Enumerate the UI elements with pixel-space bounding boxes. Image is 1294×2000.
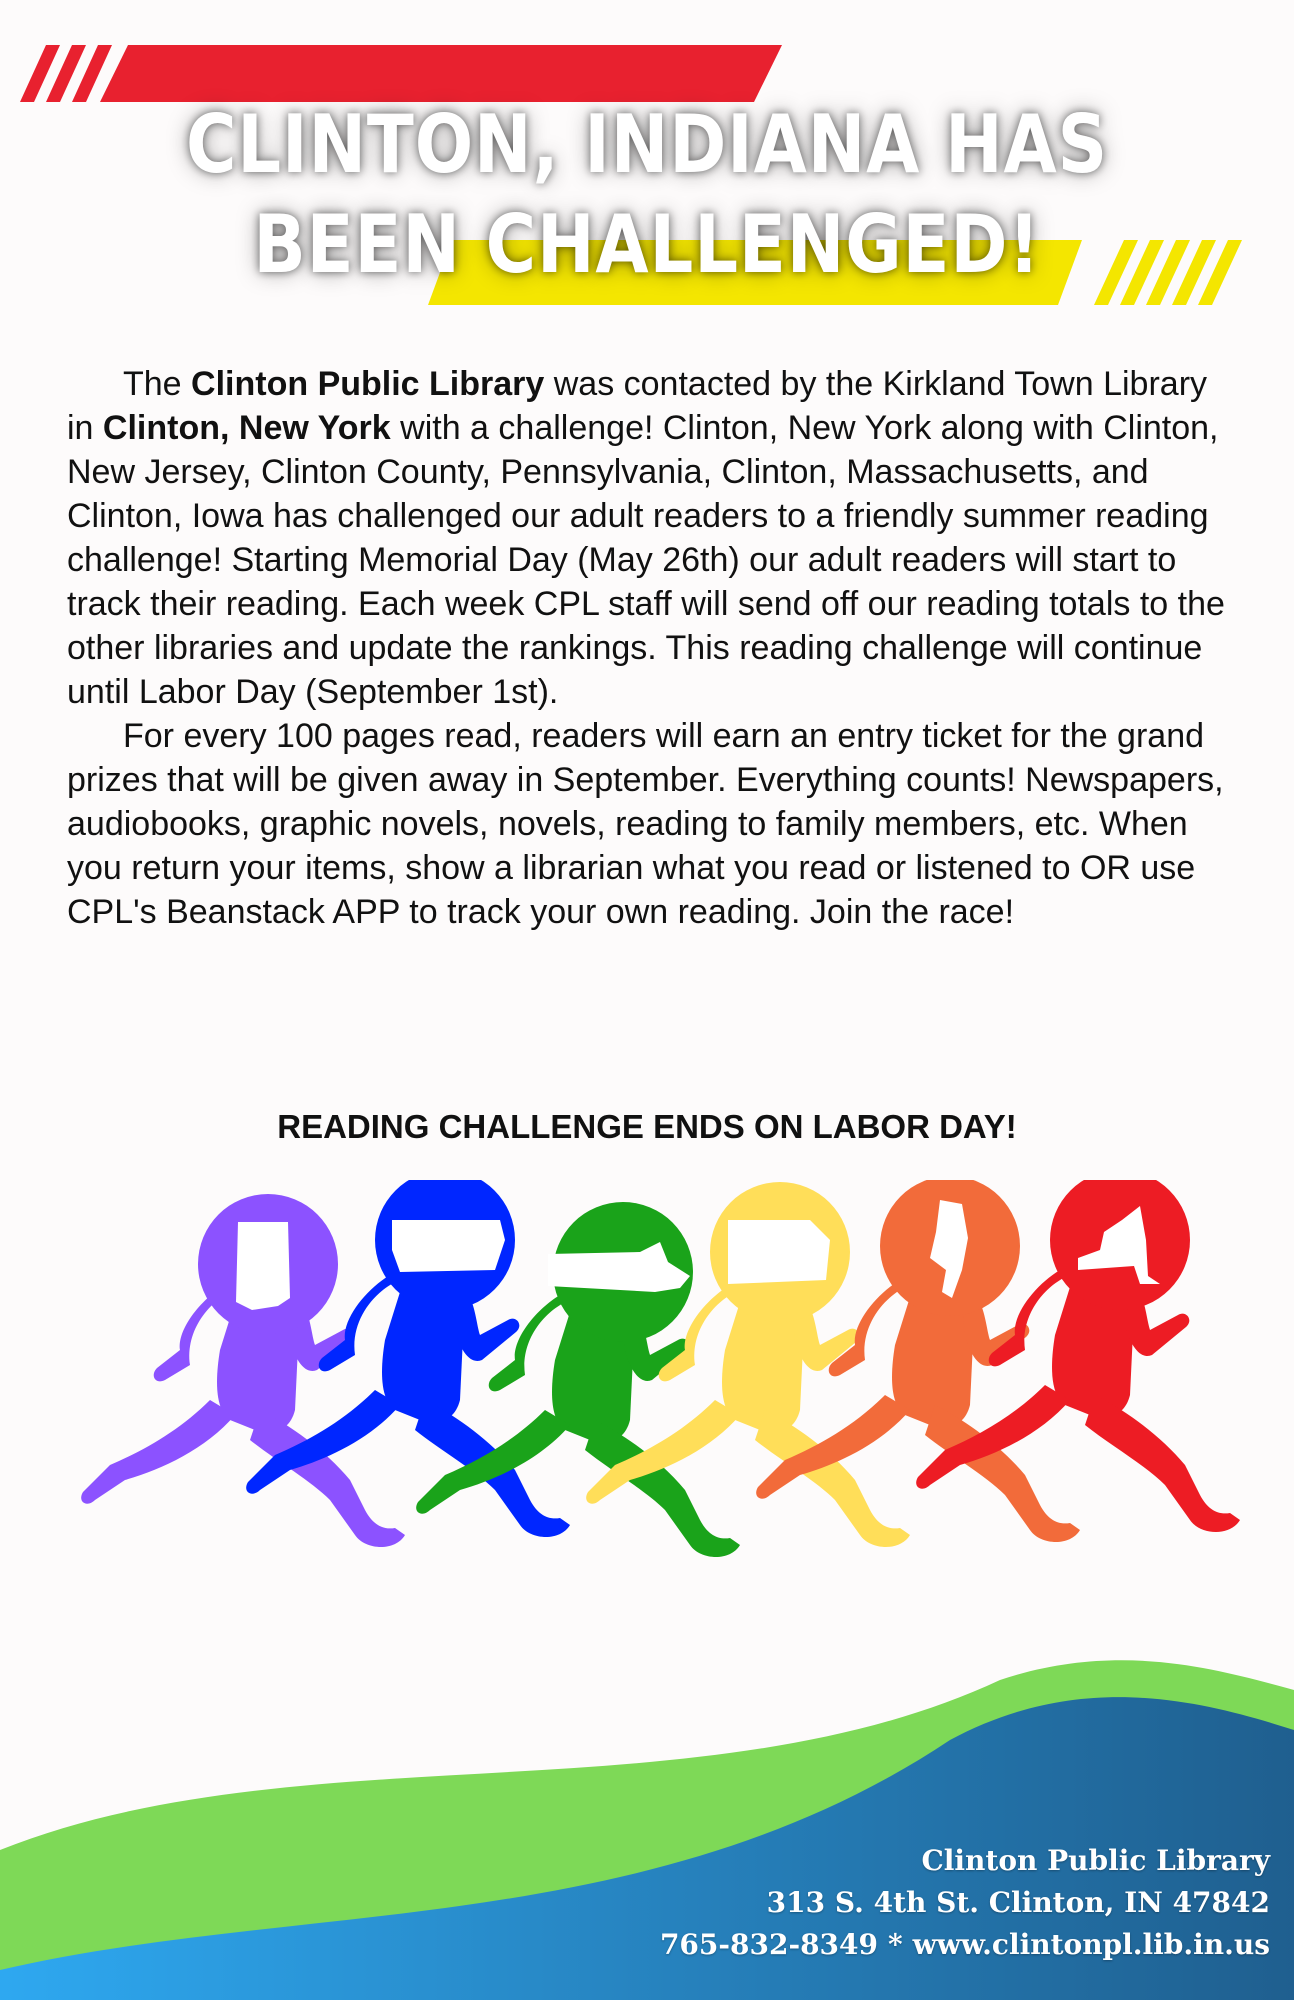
red-bar <box>100 45 782 102</box>
footer-separator: * <box>888 1928 903 1961</box>
challenge-description <box>67 362 1237 934</box>
footer-phone: 765-832-8349 <box>659 1928 879 1961</box>
paragraph-1: The Clinton Public Library was contacted by the Kirkland Town Library in Clinton, New York with a challenge! Clinton, New York along with Clinton, New Jersey, Clinton County, Pennsylvania, Clinton, Massachusetts, and Clinton, Iowa has challenged our adult readers to a friendly summer reading challenge! Starting Memorial Day (May 26th) our adult readers will start to track their reading. Each week CPL staff will send off our reading totals to the other libraries and update the rankings. This reading challenge will continue until Labor Day (September 1st). <box>67 365 1225 711</box>
indiana-icon <box>198 1194 338 1334</box>
library-footer <box>660 1840 1270 1966</box>
footer-address: 313 S. 4th St. Clinton, IN 47842 <box>766 1886 1270 1919</box>
clinton-ny-bold: Clinton, New York <box>102 409 391 447</box>
ends-banner-text: READING CHALLENGE ENDS ON LABOR DAY! <box>277 1108 1017 1145</box>
red-slash-stripes <box>20 45 112 102</box>
pennsylvania-icon <box>710 1182 850 1322</box>
new-jersey-icon <box>880 1180 1020 1316</box>
footer-library-name: Clinton Public Library <box>921 1844 1270 1877</box>
page-title: CLINTON, INDIANA HAS BEEN CHALLENGED! <box>185 98 1109 291</box>
footer-website: www.clintonpl.lib.in.us <box>912 1928 1270 1961</box>
iowa-icon <box>375 1180 515 1310</box>
library-name-bold: Clinton Public Library <box>191 365 545 403</box>
footer-contact <box>660 1924 1270 1966</box>
paragraph-2: For every 100 pages read, readers will earn an entry ticket for the grand prizes that will be given away in September. Everything counts! Newspapers, audiobooks, graphic novels, novels, reading to family members, etc. When you return your items, show a librarian what you read or listened to OR use CPL's Beanstack APP to track your own reading. Join the race! <box>67 717 1224 931</box>
